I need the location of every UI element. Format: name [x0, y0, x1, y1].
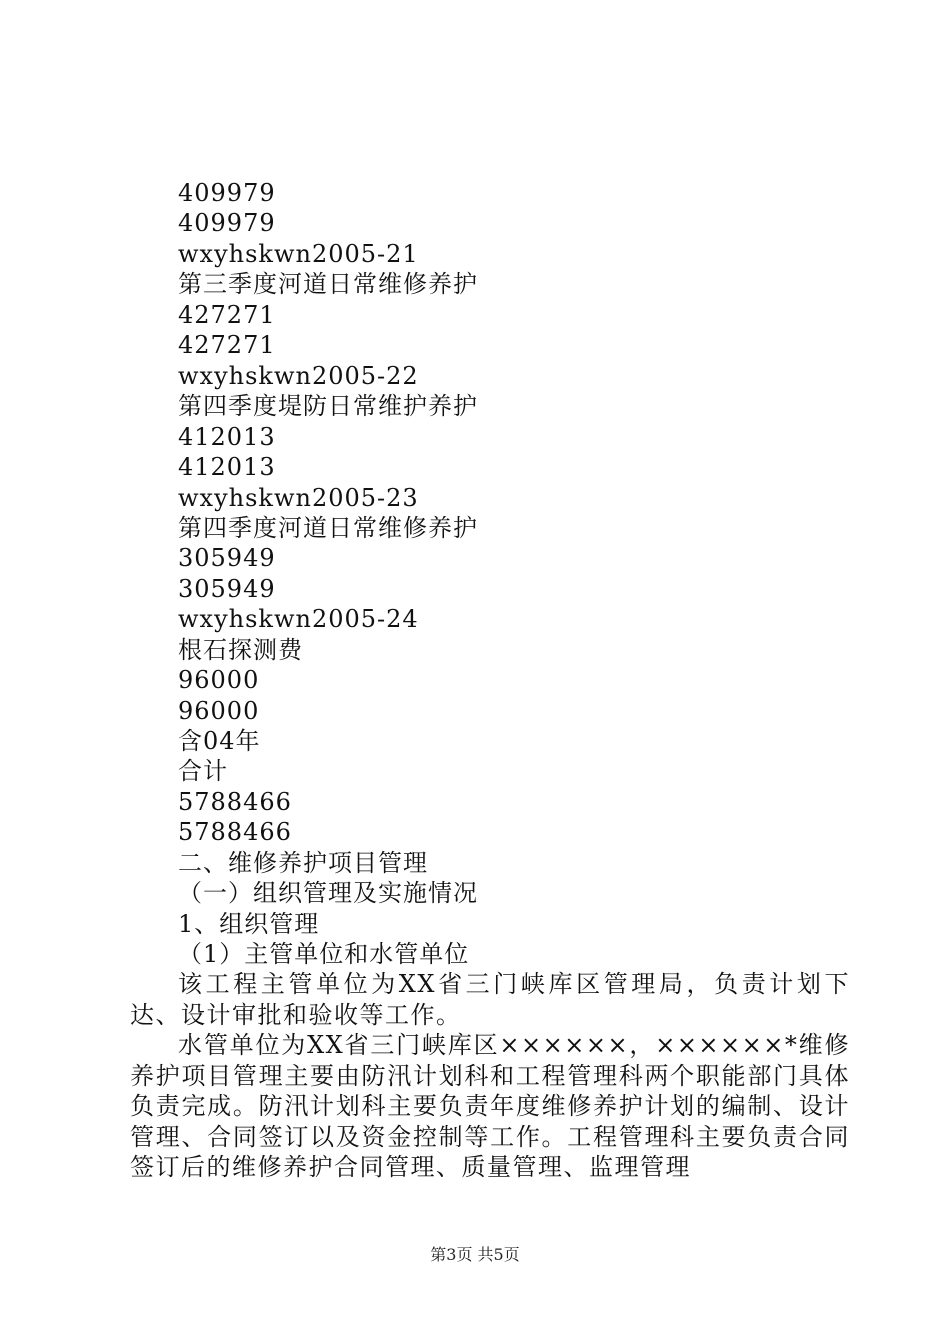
text-line: 427271	[178, 301, 276, 329]
text-line: 5788466	[178, 818, 292, 846]
text-line: 第四季度河道日常维修养护	[178, 514, 478, 542]
text-line: wxyhskwn2005-22	[178, 362, 419, 390]
text-line: 含04年	[178, 727, 261, 755]
text-line: 409979	[178, 179, 276, 207]
text-line: 合计	[178, 757, 228, 785]
subsection-heading: 1、组织管理	[178, 910, 320, 938]
text-line: 412013	[178, 423, 276, 451]
text-line: 409979	[178, 209, 276, 237]
text-line: 第四季度堤防日常维护养护	[178, 392, 478, 420]
subsection-heading: （1）主管单位和水管单位	[178, 940, 470, 968]
text-line: 96000	[178, 697, 260, 725]
text-line: wxyhskwn2005-24	[178, 605, 419, 633]
text-line: wxyhskwn2005-21	[178, 240, 419, 268]
subsection-heading: （一）组织管理及实施情况	[178, 879, 478, 907]
page-footer: 第3页 共5页	[430, 1245, 520, 1264]
section-heading: 二、维修养护项目管理	[178, 849, 428, 877]
text-line: 427271	[178, 331, 276, 359]
text-line: 412013	[178, 453, 276, 481]
text-line: 305949	[178, 544, 276, 572]
body-paragraph: 该工程主管单位为XX省三门峡库区管理局，负责计划下达、设计审批和验收等工作。	[130, 970, 850, 1029]
text-line: wxyhskwn2005-23	[178, 484, 419, 512]
text-line: 305949	[178, 575, 276, 603]
text-line: 96000	[178, 666, 260, 694]
text-line: 5788466	[178, 788, 292, 816]
text-line: 第三季度河道日常维修养护	[178, 270, 478, 298]
text-line: 根石探测费	[178, 636, 303, 664]
body-paragraph: 水管单位为XX省三门峡库区××××××，××××××*维修养护项目管理主要由防汛计划科和工程管理科两个职能部门具体负责完成。防汛计划科主要负责年度维修养护计划的编制、设计管理、合同签订以及资金控制等工作。工程管理科主要负责合同签订后的维修养护合同管理、质量管理、监理管理	[130, 1031, 850, 1181]
